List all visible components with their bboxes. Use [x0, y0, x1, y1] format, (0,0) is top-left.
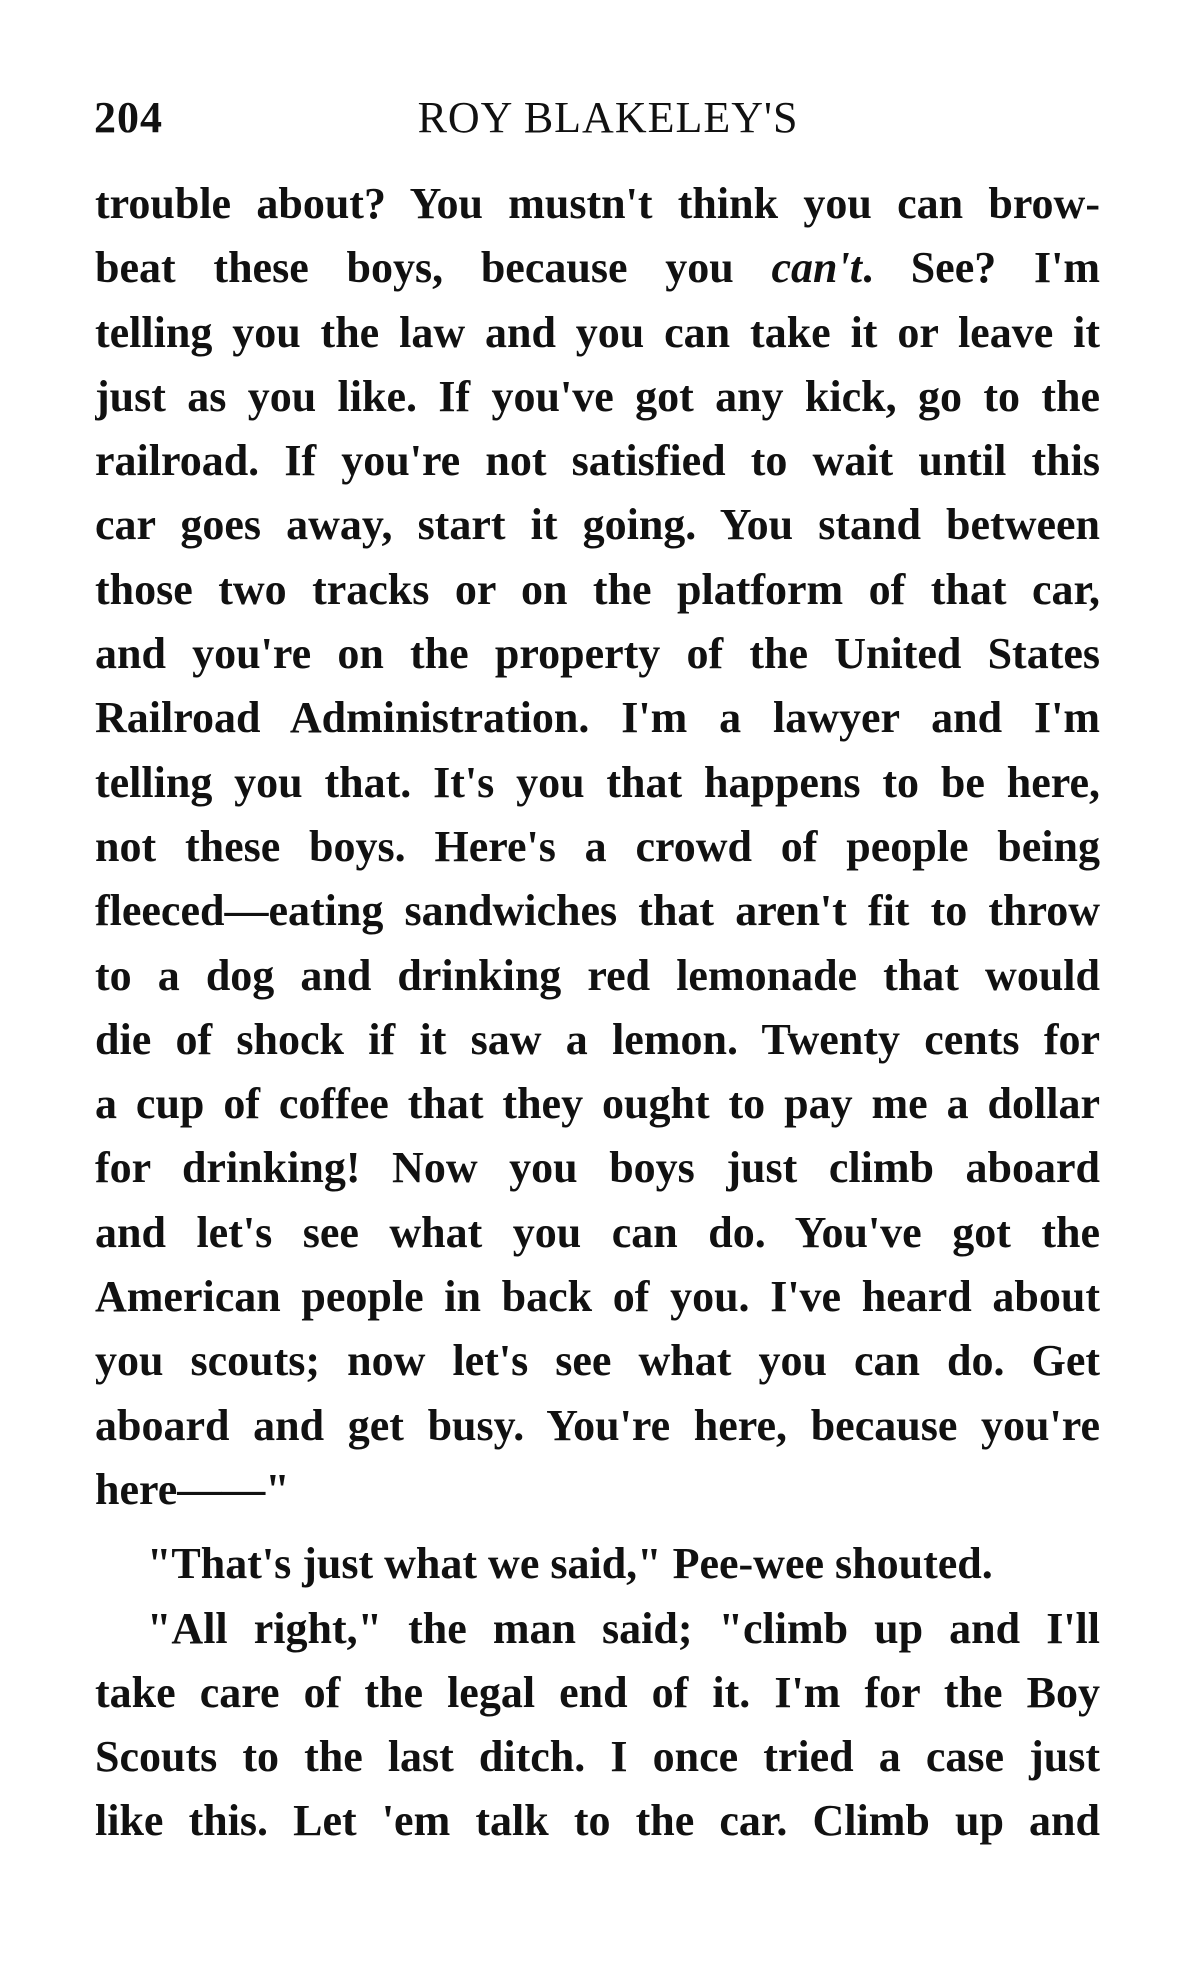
page-number: 204 — [94, 93, 163, 142]
paragraph — [95, 172, 1100, 1522]
text-line: . See? I'm — [861, 243, 1100, 293]
body-text — [95, 172, 1100, 1854]
text-line: and you're on the property of the United States — [95, 629, 1100, 679]
paragraph — [95, 1597, 1100, 1854]
running-head: ROY BLAKELEY'S — [417, 93, 799, 142]
text-line: take care of the legal end of it. I'm for the Boy — [95, 1667, 1100, 1717]
text-line: fleeced—eating sandwiches that aren't fit to throw — [95, 886, 1100, 936]
text-line: car goes away, start it going. You stand between — [95, 500, 1100, 550]
text-line: you scouts; now let's see what you can do. Get — [95, 1336, 1100, 1386]
text-line: Scouts to the last ditch. I once tried a case just — [95, 1732, 1100, 1782]
text-line: American people in back of you. I've heard about — [95, 1272, 1100, 1322]
text-line: "All right," the man said; "climb up and I'll — [147, 1603, 1100, 1653]
text-line: die of shock if it saw a lemon. Twenty cents for — [95, 1014, 1100, 1064]
text-line: beat these boys, because you — [95, 243, 772, 293]
paragraph — [95, 1532, 1100, 1596]
text-line: a cup of coffee that they ought to pay me a dollar — [95, 1079, 1100, 1129]
text-line: those two tracks or on the platform of that car, — [95, 564, 1100, 614]
text-line: not these boys. Here's a crowd of people being — [95, 821, 1100, 871]
text-line: just as you like. If you've got any kick, go to the — [95, 371, 1100, 421]
text-line: like this. Let 'em talk to the car. Climb up and — [95, 1796, 1100, 1846]
text-line: trouble about? You mustn't think you can brow- — [95, 179, 1100, 228]
text-line: Railroad Administration. I'm a lawyer and I'm — [95, 693, 1100, 743]
text-line: telling you that. It's you that happens to be here, — [95, 757, 1100, 807]
text-line: aboard and get busy. You're here, because you're — [95, 1400, 1100, 1450]
italic-emphasis: can't — [771, 243, 862, 293]
text-line: "That's just what we said," Pee-wee shouted. — [147, 1539, 993, 1589]
text-line: to a dog and drinking red lemonade that would — [95, 950, 1100, 1000]
text-line: here——" — [95, 1464, 290, 1514]
text-line: for drinking! Now you boys just climb aboard — [95, 1143, 1100, 1193]
text-line: telling you the law and you can take it or leave it — [95, 307, 1100, 357]
text-line: and let's see what you can do. You've got the — [95, 1207, 1100, 1257]
text-line-with-italic — [95, 236, 1100, 300]
page-header — [92, 92, 1100, 152]
text-line: railroad. If you're not satisfied to wait until this — [95, 436, 1100, 486]
